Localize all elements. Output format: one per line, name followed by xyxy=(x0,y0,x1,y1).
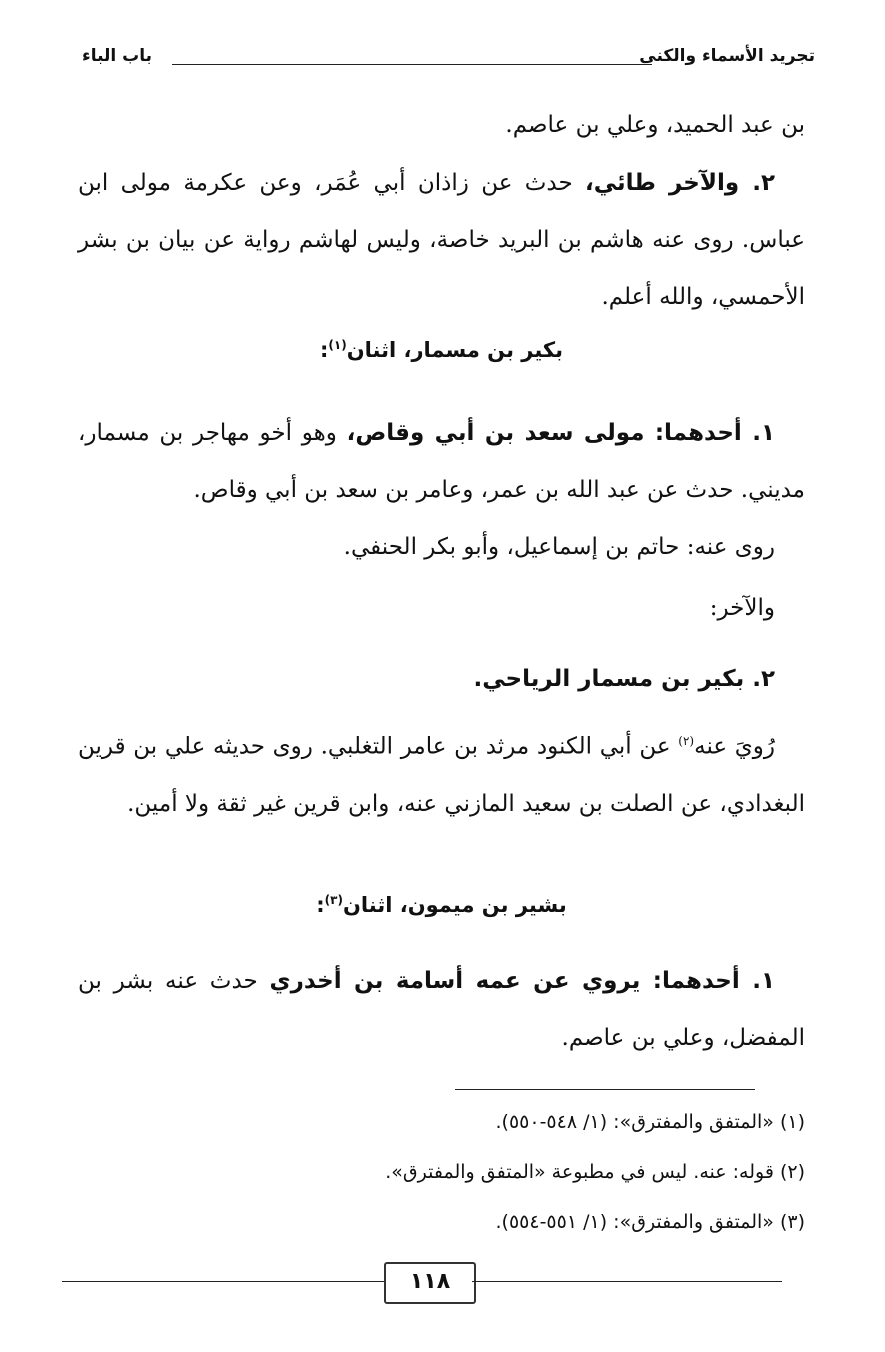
heading-colon: : xyxy=(316,893,325,917)
paragraph-entry-2-riyahi xyxy=(78,651,805,708)
footnote-3: (٣) «المتفق والمفترق»: (١/ ٥٥١-٥٥٤). xyxy=(495,1211,805,1233)
footnote-1: (١) «المتفق والمفترق»: (١/ ٥٤٨-٥٥٠). xyxy=(495,1111,805,1133)
heading-text: بشير بن ميمون، اثنان xyxy=(342,893,567,917)
running-header-chapter: باب الباء xyxy=(82,46,152,66)
paragraph-continuation: بن عبد الحميد، وعلي بن عاصم. xyxy=(505,112,805,138)
footnote-ref: (٣) xyxy=(324,893,343,907)
heading-colon: : xyxy=(319,338,329,362)
heading-text: بكير بن مسمار، اثنان xyxy=(346,338,564,362)
paragraph-entry-1-usama xyxy=(78,953,805,1067)
section-heading-bukayr xyxy=(78,338,805,362)
footnote-separator xyxy=(455,1089,755,1090)
paragraph-wal-akhar: والآخر: xyxy=(709,595,775,621)
header-rule xyxy=(172,64,652,65)
entry-label: ٢. والآخر طائي، xyxy=(585,170,775,196)
entry-text: حدث عن زاذان أبي عُمَر، وعن عكرمة مولى ابن عباس. روى عنه هاشم بن البريد خاصة، وليس لهاشم رواية عن بيان بن بشر الأحمسي، والله أعلم. xyxy=(78,170,805,310)
ruwiya-text: عن أبي الكنود مرثد بن عامر التغلبي. روى حديثه علي بن قرين البغدادي، عن الصلت بن سعيد المازني عنه، وابن قرين غير ثقة ولا أمين. xyxy=(78,733,805,817)
footer-rule-right xyxy=(472,1281,782,1282)
entry-text: وهو أخو مهاجر بن مسمار، مديني. حدث عن عبد الله بن عمر، وعامر بن سعد بن أبي وقاص. xyxy=(78,420,805,503)
entry-label: ١. أحدهما: يروي عن عمه أسامة بن أخدري xyxy=(269,968,775,994)
running-header-title: تجريد الأسماء والكنى xyxy=(639,46,815,66)
entry-text: حدث عنه بشر بن المفضل، وعلي بن عاصم. xyxy=(78,968,805,1051)
footnote-2: (٢) قوله: عنه. ليس في مطبوعة «المتفق والمفترق». xyxy=(385,1161,805,1183)
footer-rule-left xyxy=(62,1281,384,1282)
paragraph-entry-1-mawla xyxy=(78,405,805,519)
paragraph-entry-2-taai xyxy=(78,155,805,326)
paragraph-rawa-anhu: روى عنه: حاتم بن إسماعيل، وأبو بكر الحنفي. xyxy=(343,534,775,560)
entry-label: ٢. بكير بن مسمار الرياحي. xyxy=(473,666,775,692)
footnote-ref: (١) xyxy=(328,338,347,352)
page-number: ١١٨ xyxy=(384,1262,476,1304)
entry-label: ١. أحدهما: مولى سعد بن أبي وقاص، xyxy=(346,420,775,446)
ruwiya-start: رُويَ عنه xyxy=(694,733,775,760)
paragraph-ruwiya xyxy=(78,713,805,833)
section-heading-bashir xyxy=(78,893,805,917)
footnote-ref: (٢) xyxy=(678,734,695,748)
